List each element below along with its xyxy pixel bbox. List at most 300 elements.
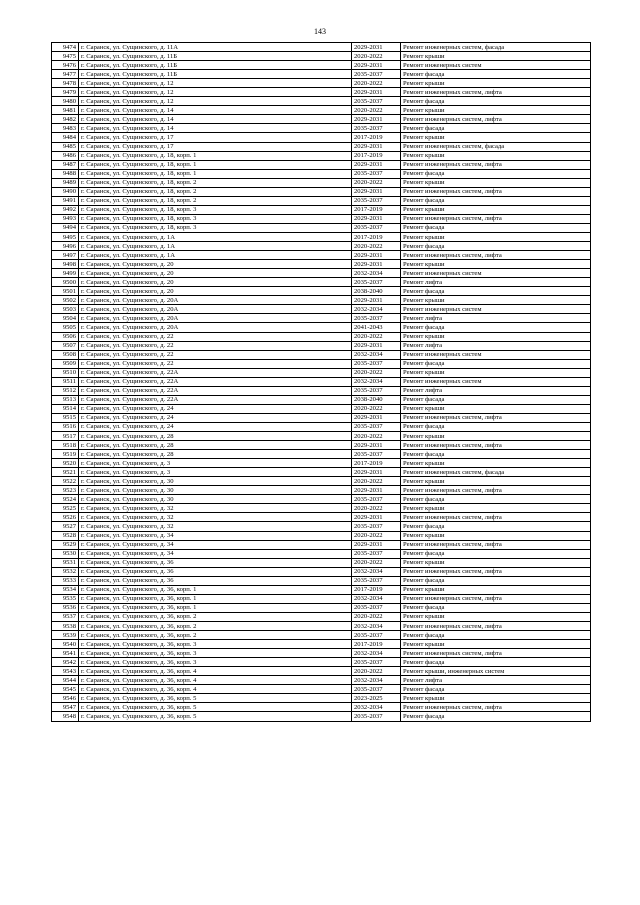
period-cell: 2035-2037 — [352, 97, 401, 106]
row-number-cell: 9513 — [52, 395, 79, 404]
period-cell: 2023-2025 — [352, 694, 401, 703]
address-cell: г. Саранск, ул. Сущинского, д. 36, корп. 3 — [79, 658, 352, 667]
address-cell: г. Саранск, ул. Сущинского, д. 1А — [79, 242, 352, 251]
work-type-cell: Ремонт инженерных систем, лифта — [401, 540, 591, 549]
period-cell: 2035-2037 — [352, 124, 401, 133]
work-type-cell: Ремонт фасада — [401, 196, 591, 205]
work-type-cell: Ремонт инженерных систем — [401, 305, 591, 314]
work-type-cell: Ремонт фасада — [401, 395, 591, 404]
work-type-cell: Ремонт крыши — [401, 531, 591, 540]
address-cell: г. Саранск, ул. Сущинского, д. 36 — [79, 558, 352, 567]
table-row — [52, 612, 591, 621]
table-row — [52, 413, 591, 422]
period-cell: 2035-2037 — [352, 549, 401, 558]
address-cell: г. Саранск, ул. Сущинского, д. 20 — [79, 269, 352, 278]
work-type-cell: Ремонт крыши — [401, 79, 591, 88]
row-number-cell: 9518 — [52, 441, 79, 450]
address-cell: г. Саранск, ул. Сущинского, д. 20А — [79, 314, 352, 323]
period-cell: 2032-2034 — [352, 350, 401, 359]
row-number-cell: 9521 — [52, 468, 79, 477]
row-number-cell: 9512 — [52, 386, 79, 395]
row-number-cell: 9533 — [52, 576, 79, 585]
period-cell: 2029-2031 — [352, 142, 401, 151]
work-type-cell: Ремонт крыши — [401, 178, 591, 187]
row-number-cell: 9525 — [52, 504, 79, 513]
row-number-cell: 9528 — [52, 531, 79, 540]
work-type-cell: Ремонт инженерных систем, лифта — [401, 703, 591, 712]
work-type-cell: Ремонт инженерных систем, лифта — [401, 486, 591, 495]
row-number-cell: 9477 — [52, 70, 79, 79]
row-number-cell: 9538 — [52, 622, 79, 631]
work-type-cell: Ремонт инженерных систем, лифта — [401, 187, 591, 196]
table-row — [52, 658, 591, 667]
row-number-cell: 9481 — [52, 106, 79, 115]
period-cell: 2032-2034 — [352, 305, 401, 314]
address-cell: г. Саранск, ул. Сущинского, д. 1А — [79, 251, 352, 260]
address-cell: г. Саранск, ул. Сущинского, д. 34 — [79, 531, 352, 540]
address-cell: г. Саранск, ул. Сущинского, д. 20А — [79, 305, 352, 314]
period-cell: 2029-2031 — [352, 251, 401, 260]
work-type-cell: Ремонт фасада — [401, 422, 591, 431]
work-type-cell: Ремонт инженерных систем, лифта — [401, 115, 591, 124]
row-number-cell: 9489 — [52, 178, 79, 187]
row-number-cell: 9517 — [52, 432, 79, 441]
row-number-cell: 9514 — [52, 404, 79, 413]
period-cell: 2020-2022 — [352, 242, 401, 251]
work-type-cell: Ремонт крыши — [401, 585, 591, 594]
address-cell: г. Саранск, ул. Сущинского, д. 20 — [79, 287, 352, 296]
period-cell: 2029-2031 — [352, 160, 401, 169]
table-row — [52, 377, 591, 386]
work-type-cell: Ремонт инженерных систем, лифта — [401, 649, 591, 658]
repair-schedule-table — [51, 42, 591, 722]
table-row — [52, 540, 591, 549]
table-row — [52, 124, 591, 133]
work-type-cell: Ремонт фасада — [401, 576, 591, 585]
row-number-cell: 9545 — [52, 685, 79, 694]
row-number-cell: 9502 — [52, 296, 79, 305]
period-cell: 2038-2040 — [352, 395, 401, 404]
address-cell: г. Саранск, ул. Сущинского, д. 3 — [79, 459, 352, 468]
address-cell: г. Саранск, ул. Сущинского, д. 18, корп. 3 — [79, 223, 352, 232]
work-type-cell: Ремонт фасада — [401, 287, 591, 296]
work-type-cell: Ремонт крыши — [401, 52, 591, 61]
row-number-cell: 9490 — [52, 187, 79, 196]
address-cell: г. Саранск, ул. Сущинского, д. 34 — [79, 540, 352, 549]
work-type-cell: Ремонт крыши — [401, 558, 591, 567]
period-cell: 2029-2031 — [352, 341, 401, 350]
row-number-cell: 9483 — [52, 124, 79, 133]
address-cell: г. Саранск, ул. Сущинского, д. 20 — [79, 278, 352, 287]
period-cell: 2029-2031 — [352, 214, 401, 223]
period-cell: 2035-2037 — [352, 359, 401, 368]
address-cell: г. Саранск, ул. Сущинского, д. 28 — [79, 432, 352, 441]
table-row — [52, 395, 591, 404]
period-cell: 2035-2037 — [352, 495, 401, 504]
table-row — [52, 223, 591, 232]
work-type-cell: Ремонт инженерных систем, лифта — [401, 160, 591, 169]
address-cell: г. Саранск, ул. Сущинского, д. 22А — [79, 386, 352, 395]
work-type-cell: Ремонт лифта — [401, 314, 591, 323]
work-type-cell: Ремонт инженерных систем, лифта — [401, 513, 591, 522]
address-cell: г. Саранск, ул. Сущинского, д. 36 — [79, 567, 352, 576]
table-row — [52, 251, 591, 260]
address-cell: г. Саранск, ул. Сущинского, д. 36, корп. 2 — [79, 622, 352, 631]
address-cell: г. Саранск, ул. Сущинского, д. 14 — [79, 106, 352, 115]
table-row — [52, 404, 591, 413]
period-cell: 2032-2034 — [352, 622, 401, 631]
address-cell: г. Саранск, ул. Сущинского, д. 22 — [79, 350, 352, 359]
period-cell: 2032-2034 — [352, 703, 401, 712]
row-number-cell: 9501 — [52, 287, 79, 296]
work-type-cell: Ремонт крыши — [401, 133, 591, 142]
address-cell: г. Саранск, ул. Сущинского, д. 12 — [79, 88, 352, 97]
work-type-cell: Ремонт фасада — [401, 323, 591, 332]
work-type-cell: Ремонт фасада — [401, 450, 591, 459]
period-cell: 2017-2019 — [352, 232, 401, 241]
row-number-cell: 9534 — [52, 585, 79, 594]
period-cell: 2029-2031 — [352, 115, 401, 124]
work-type-cell: Ремонт крыши — [401, 260, 591, 269]
table-row — [52, 232, 591, 241]
work-type-cell: Ремонт лифта — [401, 341, 591, 350]
period-cell: 2035-2037 — [352, 522, 401, 531]
row-number-cell: 9532 — [52, 567, 79, 576]
address-cell: г. Саранск, ул. Сущинского, д. 36, корп. 4 — [79, 685, 352, 694]
period-cell: 2029-2031 — [352, 88, 401, 97]
address-cell: г. Саранск, ул. Сущинского, д. 30 — [79, 495, 352, 504]
work-type-cell: Ремонт фасада — [401, 242, 591, 251]
period-cell: 2017-2019 — [352, 640, 401, 649]
table-row — [52, 169, 591, 178]
period-cell: 2020-2022 — [352, 504, 401, 513]
period-cell: 2020-2022 — [352, 52, 401, 61]
table-row — [52, 115, 591, 124]
row-number-cell: 9480 — [52, 97, 79, 106]
period-cell: 2038-2040 — [352, 287, 401, 296]
work-type-cell: Ремонт инженерных систем, лифта — [401, 251, 591, 260]
work-type-cell: Ремонт фасада — [401, 549, 591, 558]
row-number-cell: 9541 — [52, 649, 79, 658]
row-number-cell: 9540 — [52, 640, 79, 649]
period-cell: 2035-2037 — [352, 70, 401, 79]
table-row — [52, 576, 591, 585]
work-type-cell: Ремонт крыши — [401, 694, 591, 703]
row-number-cell: 9516 — [52, 422, 79, 431]
table-row — [52, 558, 591, 567]
table-row — [52, 685, 591, 694]
address-cell: г. Саранск, ул. Сущинского, д. 18, корп. 2 — [79, 178, 352, 187]
row-number-cell: 9536 — [52, 603, 79, 612]
period-cell: 2032-2034 — [352, 269, 401, 278]
table-row — [52, 676, 591, 685]
table-row — [52, 314, 591, 323]
table-row — [52, 61, 591, 70]
period-cell: 2029-2031 — [352, 296, 401, 305]
row-number-cell: 9479 — [52, 88, 79, 97]
work-type-cell: Ремонт крыши — [401, 459, 591, 468]
table-row — [52, 631, 591, 640]
period-cell: 2041-2043 — [352, 323, 401, 332]
row-number-cell: 9543 — [52, 667, 79, 676]
address-cell: г. Саранск, ул. Сущинского, д. 36, корп. 5 — [79, 694, 352, 703]
row-number-cell: 9499 — [52, 269, 79, 278]
period-cell: 2020-2022 — [352, 178, 401, 187]
work-type-cell: Ремонт фасада — [401, 223, 591, 232]
address-cell: г. Саранск, ул. Сущинского, д. 36, корп. 4 — [79, 676, 352, 685]
work-type-cell: Ремонт крыши — [401, 232, 591, 241]
address-cell: г. Саранск, ул. Сущинского, д. 18, корп. 1 — [79, 151, 352, 160]
address-cell: г. Саранск, ул. Сущинского, д. 32 — [79, 504, 352, 513]
address-cell: г. Саранск, ул. Сущинского, д. 17 — [79, 133, 352, 142]
row-number-cell: 9486 — [52, 151, 79, 160]
row-number-cell: 9515 — [52, 413, 79, 422]
table-row — [52, 585, 591, 594]
table-row — [52, 603, 591, 612]
work-type-cell: Ремонт инженерных систем, лифта — [401, 441, 591, 450]
work-type-cell: Ремонт инженерных систем — [401, 377, 591, 386]
address-cell: г. Саранск, ул. Сущинского, д. 32 — [79, 522, 352, 531]
work-type-cell: Ремонт фасада — [401, 658, 591, 667]
row-number-cell: 9476 — [52, 61, 79, 70]
table-row — [52, 43, 591, 52]
row-number-cell: 9537 — [52, 612, 79, 621]
row-number-cell: 9488 — [52, 169, 79, 178]
row-number-cell: 9505 — [52, 323, 79, 332]
row-number-cell: 9492 — [52, 205, 79, 214]
period-cell: 2035-2037 — [352, 169, 401, 178]
address-cell: г. Саранск, ул. Сущинского, д. 30 — [79, 486, 352, 495]
address-cell: г. Саранск, ул. Сущинского, д. 18, корп. 3 — [79, 214, 352, 223]
table-row — [52, 151, 591, 160]
period-cell: 2035-2037 — [352, 386, 401, 395]
row-number-cell: 9523 — [52, 486, 79, 495]
address-cell: г. Саранск, ул. Сущинского, д. 22А — [79, 395, 352, 404]
work-type-cell: Ремонт крыши — [401, 477, 591, 486]
period-cell: 2017-2019 — [352, 585, 401, 594]
address-cell: г. Саранск, ул. Сущинского, д. 30 — [79, 477, 352, 486]
work-type-cell: Ремонт фасада — [401, 495, 591, 504]
table-row — [52, 133, 591, 142]
address-cell: г. Саранск, ул. Сущинского, д. 20А — [79, 296, 352, 305]
work-type-cell: Ремонт крыши — [401, 205, 591, 214]
work-type-cell: Ремонт фасада — [401, 70, 591, 79]
table-row — [52, 142, 591, 151]
address-cell: г. Саранск, ул. Сущинского, д. 22 — [79, 332, 352, 341]
table-row — [52, 495, 591, 504]
table-row — [52, 341, 591, 350]
address-cell: г. Саранск, ул. Сущинского, д. 22 — [79, 359, 352, 368]
table-row — [52, 386, 591, 395]
table-row — [52, 305, 591, 314]
address-cell: г. Саранск, ул. Сущинского, д. 14 — [79, 115, 352, 124]
work-type-cell: Ремонт фасада — [401, 603, 591, 612]
row-number-cell: 9520 — [52, 459, 79, 468]
address-cell: г. Саранск, ул. Сущинского, д. 18, корп. 3 — [79, 205, 352, 214]
row-number-cell: 9508 — [52, 350, 79, 359]
work-type-cell: Ремонт крыши — [401, 151, 591, 160]
row-number-cell: 9519 — [52, 450, 79, 459]
table-row — [52, 504, 591, 513]
period-cell: 2029-2031 — [352, 187, 401, 196]
work-type-cell: Ремонт инженерных систем, лифта — [401, 214, 591, 223]
row-number-cell: 9478 — [52, 79, 79, 88]
row-number-cell: 9530 — [52, 549, 79, 558]
work-type-cell: Ремонт крыши — [401, 612, 591, 621]
address-cell: г. Саранск, ул. Сущинского, д. 36, корп. 2 — [79, 631, 352, 640]
table-row — [52, 694, 591, 703]
work-type-cell: Ремонт лифта — [401, 676, 591, 685]
table-row — [52, 441, 591, 450]
work-type-cell: Ремонт крыши — [401, 404, 591, 413]
table-row — [52, 106, 591, 115]
address-cell: г. Саранск, ул. Сущинского, д. 36, корп. 4 — [79, 667, 352, 676]
period-cell: 2035-2037 — [352, 314, 401, 323]
period-cell: 2032-2034 — [352, 377, 401, 386]
address-cell: г. Саранск, ул. Сущинского, д. 11Б — [79, 61, 352, 70]
row-number-cell: 9487 — [52, 160, 79, 169]
row-number-cell: 9491 — [52, 196, 79, 205]
table-row — [52, 52, 591, 61]
table-row — [52, 97, 591, 106]
table-row — [52, 703, 591, 712]
period-cell: 2035-2037 — [352, 422, 401, 431]
row-number-cell: 9522 — [52, 477, 79, 486]
table-row — [52, 450, 591, 459]
work-type-cell: Ремонт фасада — [401, 97, 591, 106]
table-row — [52, 359, 591, 368]
row-number-cell: 9485 — [52, 142, 79, 151]
period-cell: 2032-2034 — [352, 649, 401, 658]
address-cell: г. Саранск, ул. Сущинского, д. 36, корп. 3 — [79, 640, 352, 649]
row-number-cell: 9546 — [52, 694, 79, 703]
address-cell: г. Саранск, ул. Сущинского, д. 36, корп. 1 — [79, 585, 352, 594]
work-type-cell: Ремонт инженерных систем — [401, 269, 591, 278]
period-cell: 2032-2034 — [352, 567, 401, 576]
period-cell: 2029-2031 — [352, 43, 401, 52]
period-cell: 2035-2037 — [352, 631, 401, 640]
table-row — [52, 640, 591, 649]
table-row — [52, 622, 591, 631]
period-cell: 2020-2022 — [352, 531, 401, 540]
work-type-cell: Ремонт инженерных систем, лифта — [401, 413, 591, 422]
address-cell: г. Саранск, ул. Сущинского, д. 11А — [79, 43, 352, 52]
period-cell: 2017-2019 — [352, 133, 401, 142]
period-cell: 2029-2031 — [352, 513, 401, 522]
period-cell: 2020-2022 — [352, 332, 401, 341]
work-type-cell: Ремонт инженерных систем, лифта — [401, 88, 591, 97]
table-row — [52, 432, 591, 441]
address-cell: г. Саранск, ул. Сущинского, д. 18, корп. 2 — [79, 187, 352, 196]
work-type-cell: Ремонт крыши — [401, 368, 591, 377]
table-row — [52, 287, 591, 296]
period-cell: 2020-2022 — [352, 612, 401, 621]
table-row — [52, 649, 591, 658]
row-number-cell: 9475 — [52, 52, 79, 61]
table-row — [52, 88, 591, 97]
table-row — [52, 486, 591, 495]
period-cell: 2020-2022 — [352, 368, 401, 377]
period-cell: 2020-2022 — [352, 432, 401, 441]
period-cell: 2020-2022 — [352, 558, 401, 567]
row-number-cell: 9511 — [52, 377, 79, 386]
address-cell: г. Саранск, ул. Сущинского, д. 22А — [79, 377, 352, 386]
table-row — [52, 79, 591, 88]
table-row — [52, 160, 591, 169]
work-type-cell: Ремонт фасада — [401, 124, 591, 133]
row-number-cell: 9542 — [52, 658, 79, 667]
row-number-cell: 9527 — [52, 522, 79, 531]
work-type-cell: Ремонт крыши — [401, 432, 591, 441]
work-type-cell: Ремонт фасада — [401, 522, 591, 531]
table-row — [52, 531, 591, 540]
address-cell: г. Саранск, ул. Сущинского, д. 20А — [79, 323, 352, 332]
address-cell: г. Саранск, ул. Сущинского, д. 24 — [79, 413, 352, 422]
row-number-cell: 9495 — [52, 232, 79, 241]
table-row — [52, 477, 591, 486]
period-cell: 2035-2037 — [352, 658, 401, 667]
period-cell: 2020-2022 — [352, 667, 401, 676]
table-row — [52, 549, 591, 558]
address-cell: г. Саранск, ул. Сущинского, д. 36, корп. 5 — [79, 712, 352, 721]
table-row — [52, 187, 591, 196]
work-type-cell: Ремонт крыши — [401, 640, 591, 649]
period-cell: 2029-2031 — [352, 260, 401, 269]
address-cell: г. Саранск, ул. Сущинского, д. 22А — [79, 368, 352, 377]
period-cell: 2035-2037 — [352, 685, 401, 694]
work-type-cell: Ремонт инженерных систем, фасада — [401, 468, 591, 477]
address-cell: г. Саранск, ул. Сущинского, д. 36, корп. 1 — [79, 603, 352, 612]
row-number-cell: 9531 — [52, 558, 79, 567]
work-type-cell: Ремонт лифта — [401, 278, 591, 287]
period-cell: 2035-2037 — [352, 278, 401, 287]
table-row — [52, 214, 591, 223]
row-number-cell: 9474 — [52, 43, 79, 52]
table-row — [52, 178, 591, 187]
row-number-cell: 9544 — [52, 676, 79, 685]
table-row — [52, 296, 591, 305]
table-row — [52, 513, 591, 522]
address-cell: г. Саранск, ул. Сущинского, д. 34 — [79, 549, 352, 558]
period-cell: 2035-2037 — [352, 712, 401, 721]
table-row — [52, 205, 591, 214]
period-cell: 2029-2031 — [352, 540, 401, 549]
address-cell: г. Саранск, ул. Сущинского, д. 11Б — [79, 70, 352, 79]
address-cell: г. Саранск, ул. Сущинского, д. 24 — [79, 422, 352, 431]
table-row — [52, 594, 591, 603]
address-cell: г. Саранск, ул. Сущинского, д. 32 — [79, 513, 352, 522]
row-number-cell: 9524 — [52, 495, 79, 504]
period-cell: 2035-2037 — [352, 196, 401, 205]
work-type-cell: Ремонт инженерных систем, лифта — [401, 594, 591, 603]
table-row — [52, 522, 591, 531]
page-number: 143 — [314, 27, 326, 36]
period-cell: 2035-2037 — [352, 223, 401, 232]
address-cell: г. Саранск, ул. Сущинского, д. 24 — [79, 404, 352, 413]
row-number-cell: 9526 — [52, 513, 79, 522]
table-body — [52, 43, 591, 722]
row-number-cell: 9503 — [52, 305, 79, 314]
address-cell: г. Саранск, ул. Сущинского, д. 22 — [79, 341, 352, 350]
address-cell: г. Саранск, ул. Сущинского, д. 28 — [79, 441, 352, 450]
table-row — [52, 323, 591, 332]
work-type-cell: Ремонт фасада — [401, 359, 591, 368]
address-cell: г. Саранск, ул. Сущинского, д. 3 — [79, 468, 352, 477]
table-row — [52, 350, 591, 359]
period-cell: 2020-2022 — [352, 404, 401, 413]
work-type-cell: Ремонт инженерных систем — [401, 350, 591, 359]
work-type-cell: Ремонт крыши — [401, 296, 591, 305]
